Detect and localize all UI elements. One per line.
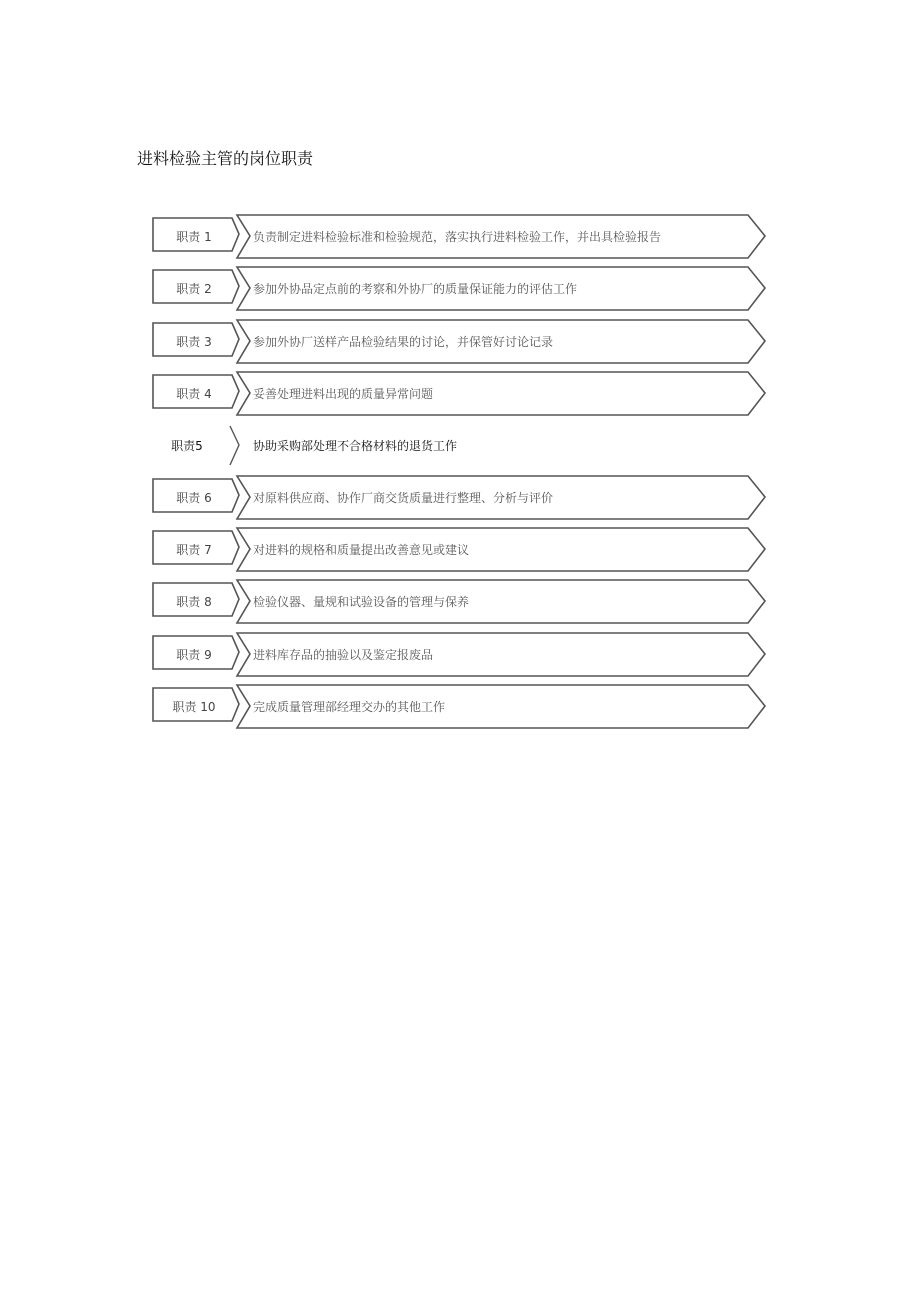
duty-label: 职责 8 xyxy=(176,595,212,609)
duty-row xyxy=(152,632,768,680)
duty-text: 参加外协厂送样产品检验结果的讨论，并保管好讨论记录 xyxy=(253,335,554,349)
duty-row xyxy=(152,527,768,575)
duty-row xyxy=(152,684,768,732)
chevron-icon xyxy=(230,426,239,465)
duty-text: 负责制定进料检验标准和检验规范，落实执行进料检验工作，并出具检验报告 xyxy=(253,230,662,244)
duty-label: 职责 4 xyxy=(176,387,212,401)
duty-text: 对原料供应商、协作厂商交货质量进行整理、分析与评价 xyxy=(253,491,554,505)
duty-text: 进料库存品的抽验以及鉴定报废品 xyxy=(253,648,434,662)
page-title: 进料检验主管的岗位职责 xyxy=(137,149,314,168)
duty-label: 职责 6 xyxy=(176,491,212,505)
duty-frame xyxy=(152,371,768,419)
duty-frame xyxy=(152,632,768,680)
duty-label: 职责 10 xyxy=(172,700,216,714)
duty-label: 职责 9 xyxy=(176,648,212,662)
duty-text: 妥善处理进料出现的质量异常问题 xyxy=(253,387,434,401)
duty-text: 完成质量管理部经理交办的其他工作 xyxy=(253,700,446,714)
duty-text: 对进料的规格和质量提出改善意见或建议 xyxy=(253,543,470,557)
duty-row xyxy=(152,371,768,419)
duty-text: 参加外协品定点前的考察和外协厂的质量保证能力的评估工作 xyxy=(253,282,578,296)
duty-text: 协助采购部处理不合格材料的退货工作 xyxy=(253,439,458,453)
duty-label: 职责 3 xyxy=(176,335,212,349)
duty-row xyxy=(152,266,768,314)
duty-label: 职责 2 xyxy=(176,282,212,296)
duty-label: 职责5 xyxy=(171,439,203,453)
duty-label: 职责 7 xyxy=(176,543,212,557)
duty-row xyxy=(152,579,768,627)
duty-row xyxy=(152,423,768,471)
duty-label: 职责 1 xyxy=(176,230,212,244)
duty-frame xyxy=(152,423,768,471)
duty-frame xyxy=(152,684,768,732)
duty-text: 检验仪器、量规和试验设备的管理与保养 xyxy=(253,595,470,609)
duty-row xyxy=(152,214,768,262)
duty-row xyxy=(152,319,768,367)
duty-row xyxy=(152,475,768,523)
